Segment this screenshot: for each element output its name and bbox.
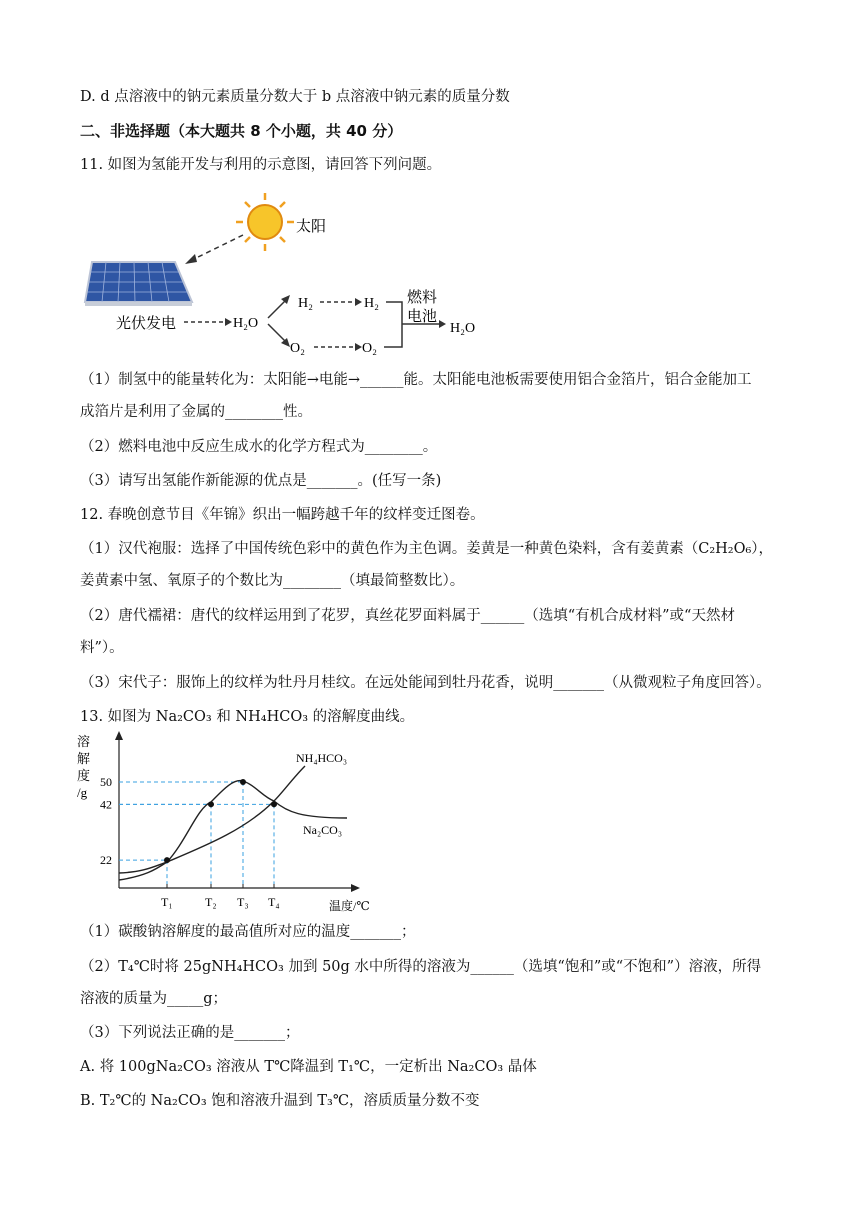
y-tick-label: 50 [100, 775, 112, 789]
x-tick-label: T₄ [268, 895, 280, 909]
sun-label: 太阳 [296, 219, 327, 235]
svg-text:解: 解 [77, 751, 91, 766]
sun-icon [236, 193, 294, 251]
q12-part3: （3）宋代子：服饰上的纹样为牡丹月桂纹。在远处能闻到牡丹花香，说明_______（从微观粒子角度回答）。 [80, 675, 771, 691]
q11-stem: 11. 如图为氢能开发与利用的示意图，请回答下列问题。 [80, 157, 442, 173]
q12-part1-line1: （1）汉代袍服：选择了中国传统色彩中的黄色作为主色调。姜黄是一种黄色染料，含有姜黄素（C₂H₂O₆）， [80, 541, 774, 557]
data-point [208, 801, 214, 807]
q11-part1-line1: （1）制氢中的能量转化为：太阳能→电能→______能。太阳能电池板需要使用铝合金箔片，铝合金能加工 [80, 372, 752, 388]
water-label: H₂O [233, 316, 259, 331]
svg-text:/g: /g [77, 785, 88, 800]
hydrogen-energy-diagram [80, 190, 500, 360]
o2-label-right: O₂ [362, 341, 377, 356]
solar-panel-icon [85, 262, 192, 306]
q12-part1-line2: 姜黄素中氢、氧原子的个数比为________（填最简整数比）。 [80, 573, 465, 589]
q13-option-b: B. T₂℃的 Na₂CO₃ 饱和溶液升温到 T₃℃，溶质质量分数不变 [80, 1093, 480, 1109]
h2-label-right: H₂ [364, 296, 379, 311]
na2co3-label: Na₂CO₃ [303, 823, 343, 837]
q12-part2-line1: （2）唐代襦裙：唐代的纹样运用到了花罗，真丝花罗面料属于______（选填“有机合成材料”或“天然材 [80, 608, 735, 624]
x-tick-label: T₃ [237, 895, 249, 909]
q11-part1-line2: 成箔片是利用了金属的________性。 [80, 404, 312, 420]
q13-part1: （1）碳酸钠溶解度的最高值所对应的温度_______； [80, 924, 416, 940]
q12-part2-line2: 料”）。 [80, 640, 124, 656]
q11-part2: （2）燃料电池中反应生成水的化学方程式为________。 [80, 439, 438, 455]
fuel-cell-label-2: 电池 [407, 309, 438, 325]
svg-text:度: 度 [77, 768, 91, 783]
h2-label-left: H₂ [298, 296, 313, 311]
q13-option-a: A. 将 100gNa₂CO₃ 溶液从 T℃降温到 T₁℃，一定析出 Na₂CO₃ 晶体 [80, 1059, 537, 1075]
q13-part2-line2: 溶液的质量为_____g； [80, 991, 228, 1007]
o2-label-left: O₂ [290, 341, 305, 356]
solubility-chart [75, 728, 375, 913]
q13-part3: （3）下列说法正确的是_______； [80, 1025, 300, 1041]
x-tick-label: T₂ [205, 895, 217, 909]
y-axis-title [77, 734, 90, 800]
q11-part3: （3）请写出氢能作新能源的优点是_______。(任写一条) [80, 473, 442, 489]
y-tick-label: 42 [100, 797, 112, 812]
nh4hco3-label: NH₄HCO₃ [296, 751, 348, 765]
option-d-text: D. d 点溶液中的钠元素质量分数大于 b 点溶液中钠元素的质量分数 [80, 89, 510, 105]
x-axis-title: 温度/℃ [329, 899, 370, 913]
q13-stem: 13. 如图为 Na₂CO₃ 和 NH₄HCO₃ 的溶解度曲线。 [80, 709, 415, 725]
fuel-cell-label-1: 燃料 [407, 290, 438, 306]
data-point [240, 779, 246, 785]
y-tick-label: 22 [100, 853, 112, 868]
data-point [164, 857, 170, 863]
data-point [271, 801, 277, 807]
x-tick-label: T₁ [161, 895, 173, 909]
q12-stem: 12. 春晚创意节目《年锦》织出一幅跨越千年的纹样变迁图卷。 [80, 507, 485, 523]
q13-part2-line1: （2）T₄℃时将 25gNH₄HCO₃ 加到 50g 水中所得的溶液为______（选填“饱和”或“不饱和”）溶液，所得 [80, 959, 762, 975]
section-heading: 二、非选择题（本大题共 8 个小题，共 40 分） [80, 122, 403, 140]
product-water-label: H₂O [450, 321, 476, 336]
pv-label: 光伏发电 [116, 316, 177, 332]
svg-text:溶: 溶 [77, 734, 91, 749]
